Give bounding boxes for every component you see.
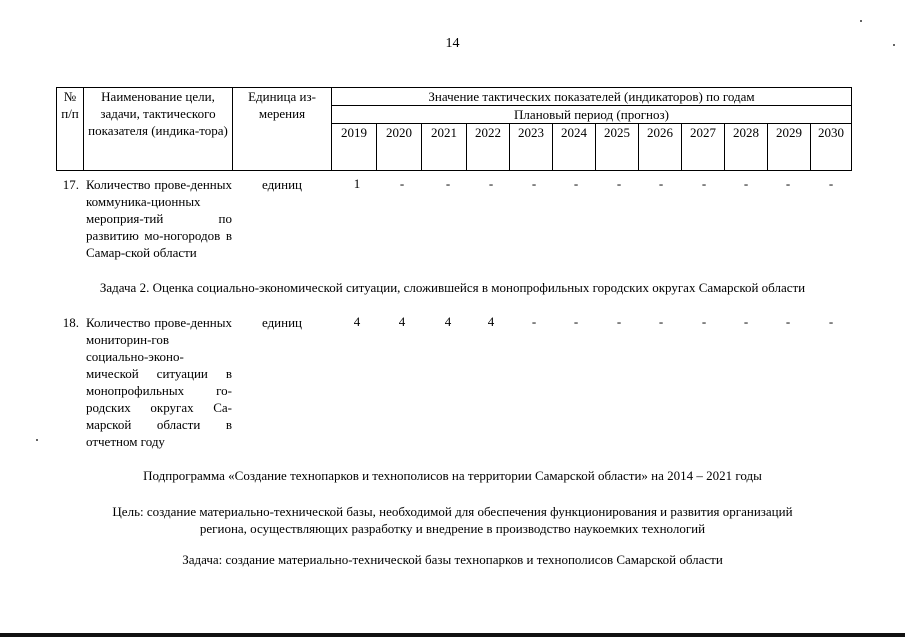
row-value: - — [399, 176, 405, 191]
year-header: 2025 — [596, 124, 639, 171]
row-value: - — [616, 314, 622, 329]
row-value: - — [701, 314, 707, 329]
row-number: 18. — [62, 315, 79, 330]
year-header: 2023 — [510, 124, 553, 171]
indicators-table-header — [56, 87, 852, 171]
row-value: 4 — [444, 314, 452, 329]
row-value: - — [531, 176, 537, 191]
subprogram-title: Подпрограмма «Создание технопарков и технополисов на территории Самарской области» на 2014 – 2021 годы — [143, 468, 762, 483]
scan-speck — [36, 439, 38, 441]
row-value: 4 — [353, 314, 361, 329]
row-number: 17. — [62, 177, 79, 192]
task2-heading: Задача 2. Оценка социально-экономической ситуации, сложившейся в монопрофильных городских округах Самарской области — [99, 280, 806, 295]
page-number: 14 — [445, 36, 460, 51]
row-value: - — [531, 314, 537, 329]
year-header: 2026 — [639, 124, 682, 171]
row-value: - — [701, 176, 707, 191]
row-value: - — [573, 314, 579, 329]
year-header: 2020 — [377, 124, 422, 171]
row-value: - — [445, 176, 451, 191]
year-header: 2022 — [467, 124, 510, 171]
row-value: - — [658, 176, 664, 191]
row-unit: единиц — [261, 315, 303, 330]
row-value: - — [488, 176, 494, 191]
year-header: 2028 — [725, 124, 768, 171]
year-header: 2027 — [682, 124, 725, 171]
row-name: Количество прове-денных мониторин-гов социально-эконо-мической ситуации в монопрофильных го-родских округах Са-марской области в отчетном году — [86, 315, 232, 449]
col-name-header: Наименование цели, задачи, тактического показателя (индика-тора) — [84, 88, 233, 171]
period-title: Плановый период (прогноз) — [332, 106, 852, 124]
row-value: - — [828, 314, 834, 329]
row-value: - — [785, 314, 791, 329]
row-value: 1 — [353, 176, 361, 191]
scan-speck — [893, 44, 895, 46]
row-name: Количество прове-денных коммуника-ционных мероприя-тий по развитию мо-ногородов в Самар-ской области — [86, 177, 232, 260]
values-title: Значение тактических показателей (индикаторов) по годам — [332, 88, 852, 106]
row-value: - — [743, 314, 749, 329]
col-unit-header: Единица из-мерения — [233, 88, 332, 171]
year-header: 2019 — [332, 124, 377, 171]
goal-text: Цель: создание материально-технической базы, необходимой для обеспечения функционирования и развития организаций региона, осуществляющих разработку и внедрение в производство наукоемких технологий — [112, 504, 793, 536]
year-header: 2024 — [553, 124, 596, 171]
scan-border — [0, 633, 905, 637]
row-value: 4 — [398, 314, 406, 329]
year-header: 2029 — [768, 124, 811, 171]
row-value: 4 — [487, 314, 495, 329]
year-header: 2021 — [422, 124, 467, 171]
row-unit: единиц — [261, 177, 303, 192]
task-text: Задача: создание материально-технической базы технопарков и технополисов Самарской области — [182, 552, 723, 567]
col-num-header: № п/п — [57, 88, 84, 171]
year-header: 2030 — [811, 124, 852, 171]
row-value: - — [828, 176, 834, 191]
row-value: - — [616, 176, 622, 191]
row-value: - — [573, 176, 579, 191]
row-value: - — [658, 314, 664, 329]
row-value: - — [785, 176, 791, 191]
scan-speck — [860, 20, 862, 22]
row-value: - — [743, 176, 749, 191]
